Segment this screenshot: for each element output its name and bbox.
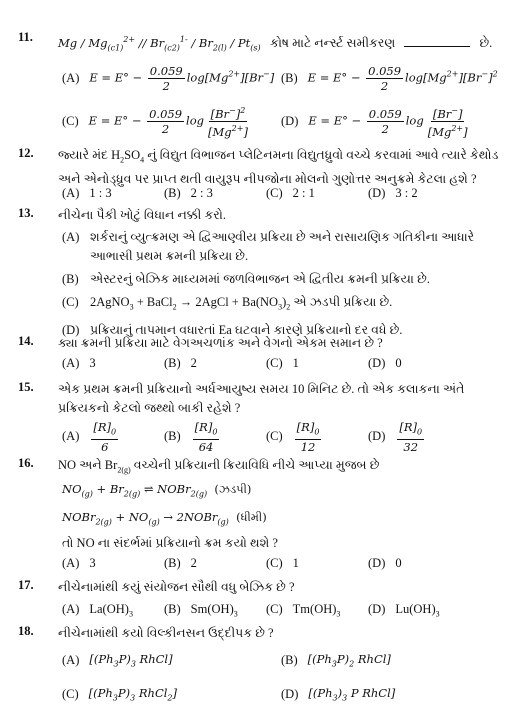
option-a[interactable]: (A) $La(OH)_3$ xyxy=(62,602,133,619)
options-row xyxy=(62,556,511,571)
option-a[interactable]: (A) શર્કરાનું વ્યુત્ક્રમણ એ દ્વિઆણ્વીય પ્રક્રિયા છે અને રાસાયણિક ગતિકીના આધારે આભાસી પ્રથમ ક્રમની પ્રક્રિયા છે. xyxy=(62,230,475,263)
mechanism-step-1: $NO_{(g)} + Br_{2(g)}$ ⇌ NOBr$_{2(g)}$ (ઝડપી) xyxy=(62,482,252,499)
question-text: નીચેનામાંથી કયું સંયોજન સૌથી વધુ બેઝિક છે ? xyxy=(58,580,295,594)
option-d[interactable]: (D) $Lu(OH)_3$ xyxy=(368,602,440,619)
option-b[interactable]: (B) [$(Ph_3P)_2$ RhCl] xyxy=(281,652,391,669)
option-a[interactable]: (A) 1 : 3 xyxy=(62,186,112,200)
option-a[interactable]: (A) 3 xyxy=(62,356,96,370)
question-text: જ્યારે મંદ $H_2SO_4$ નું વિદ્યુત વિભાજન પ્લેટિનમના વિદ્યુતધ્રુવો વચ્ચે કરવામાં આવે ત્યારે કેથોડ અને એનોડ્ધ્રુવ પર પ્રાપ્ત થતી વાયુરૂપ નીપજોના મોલનો ગુણોત્તર અનુક્રમે કેટલા હશે ? xyxy=(58,148,499,186)
option-b[interactable]: (B) E = E° − $\frac{0.059}{2}$ $\log[Mg^{2+}][Br^-]^2$ xyxy=(281,64,498,93)
question-text: નીચેના પૈકી ખોટું વિધાન નક્કી કરો. xyxy=(58,208,227,222)
question-number: 13. xyxy=(18,206,34,220)
option-d[interactable]: (D) E = E° − $\frac{0.059}{2}$ log $\frac{[Br^-]}{[Mg^{2+}]}$ xyxy=(281,106,468,139)
option-d[interactable]: (D) 0 xyxy=(368,356,402,370)
options-row xyxy=(62,104,511,139)
option-c[interactable]: (C) 1 xyxy=(266,356,299,370)
options-row xyxy=(62,602,511,619)
option-c[interactable]: (C) 2 : 1 xyxy=(266,186,315,200)
option-a[interactable]: (A) [$(Ph_3P)_3$ RhCl] xyxy=(62,652,173,669)
option-b[interactable]: (B) 2 xyxy=(164,556,197,570)
option-b[interactable]: (B) 2 xyxy=(164,356,197,370)
option-c[interactable]: (C) 2AgNO$_3$ + BaCl$_2$ → 2AgCl + $Ba(NO_3)_2$ એ ઝડપી પ્રક્રિયા છે. xyxy=(62,295,393,312)
options-row xyxy=(62,186,511,201)
option-d[interactable]: (D) 0 xyxy=(368,556,402,570)
option-a[interactable]: (A) 3 xyxy=(62,556,96,570)
option-c[interactable]: (C) $Tm(OH)_3$ xyxy=(266,602,341,619)
option-b[interactable]: (B) એસ્ટરનું બેઝિક માધ્યમમાં જળવિભાજન એ દ્વિતીય ક્રમની પ્રક્રિયા છે. xyxy=(62,272,430,286)
options-row xyxy=(62,356,511,371)
question-text: NO અને $Br_{2(g)}$ વચ્ચેની પ્રક્રિયાની ક્રિયાવિધિ નીચે આપ્યા મુજબ છે xyxy=(58,458,380,475)
question-text: નીચેનામાંથી કયો વિલ્કીનસન ઉદ્દીપક છે ? xyxy=(58,626,274,640)
option-d[interactable]: (D) $\frac{[R]_0}{32}$ xyxy=(368,420,423,455)
options-list xyxy=(62,228,509,344)
question-number: 14. xyxy=(18,334,34,348)
question-text: ક્યા ક્રમની પ્રક્રિયા માટે વેગઅચળાંક અને વેગનો એકમ સમાન છે ? xyxy=(58,336,383,350)
option-a[interactable]: (A) E = E° − $\frac{0.059}{2}$ $\log[Mg^{2+}][Br^-]$ xyxy=(62,64,275,93)
question-number: 11. xyxy=(18,30,33,44)
option-c[interactable]: (C) [$(Ph_3P)_3$ RhCl$_2$] xyxy=(62,686,178,703)
question-followup: તો NO ના સંદર્ભમાં પ્રક્રિયાનો ક્રમ કયો થશે ? xyxy=(62,536,278,550)
option-b[interactable]: (B) 2 : 3 xyxy=(164,186,213,200)
question-number: 16. xyxy=(18,456,34,470)
question-number: 17. xyxy=(18,578,34,592)
option-d[interactable]: (D) [$(Ph_3)_3$ P RhCl] xyxy=(281,686,396,703)
option-d[interactable]: (D) 3 : 2 xyxy=(368,186,418,200)
option-d[interactable]: (D) પ્રક્રિયાનું તાપમાન વધારતાં Ea ઘટવાને કારણે પ્રક્રિયાનો દર વધે છે. xyxy=(62,322,403,337)
option-a[interactable]: (A) $\frac{[R]_0}{6}$ xyxy=(62,420,117,455)
option-b[interactable]: (B) $\frac{[R]_0}{64}$ xyxy=(164,420,218,455)
options-row xyxy=(62,420,511,454)
option-c[interactable]: (C) 1 xyxy=(266,556,299,570)
question-text: એક પ્રથમ ક્રમની પ્રક્રિયાનો અર્ધઆયુષ્ય સમય 10 મિનિટ છે. તો એક કલાકના અંતે પ્રક્રિયકનો કેટલો જથ્થો બાકી રહેશે ? xyxy=(58,382,465,415)
question-number: 12. xyxy=(18,146,34,160)
options-row xyxy=(62,686,511,702)
options-row xyxy=(62,652,511,668)
option-c[interactable]: (C) $\frac{[R]_0}{12}$ xyxy=(266,420,320,455)
options-row xyxy=(62,64,511,93)
question-number: 18. xyxy=(18,624,34,638)
question-number: 15. xyxy=(18,380,34,394)
option-b[interactable]: (B) $Sm(OH)_3$ xyxy=(164,602,238,619)
question-text: Mg / $Mg_{(c1)}^{2+} // Br_{(c2)}^{1-} / Br_{2(l)} / Pt_{(s)}$ કોષ માટે નર્ન્સ્ટ સમીકરણ છે. xyxy=(58,35,493,53)
mechanism-step-2: NOBr$_{2(g)}$ + $NO_{(g)}$ → 2NOBr$_{(g)}$ (ધીમી) xyxy=(62,510,267,527)
option-c[interactable]: (C) E = E° − $\frac{0.059}{2}$ log $\frac{[Br^-]^2}{[Mg^{2+}]}$ xyxy=(62,106,248,139)
